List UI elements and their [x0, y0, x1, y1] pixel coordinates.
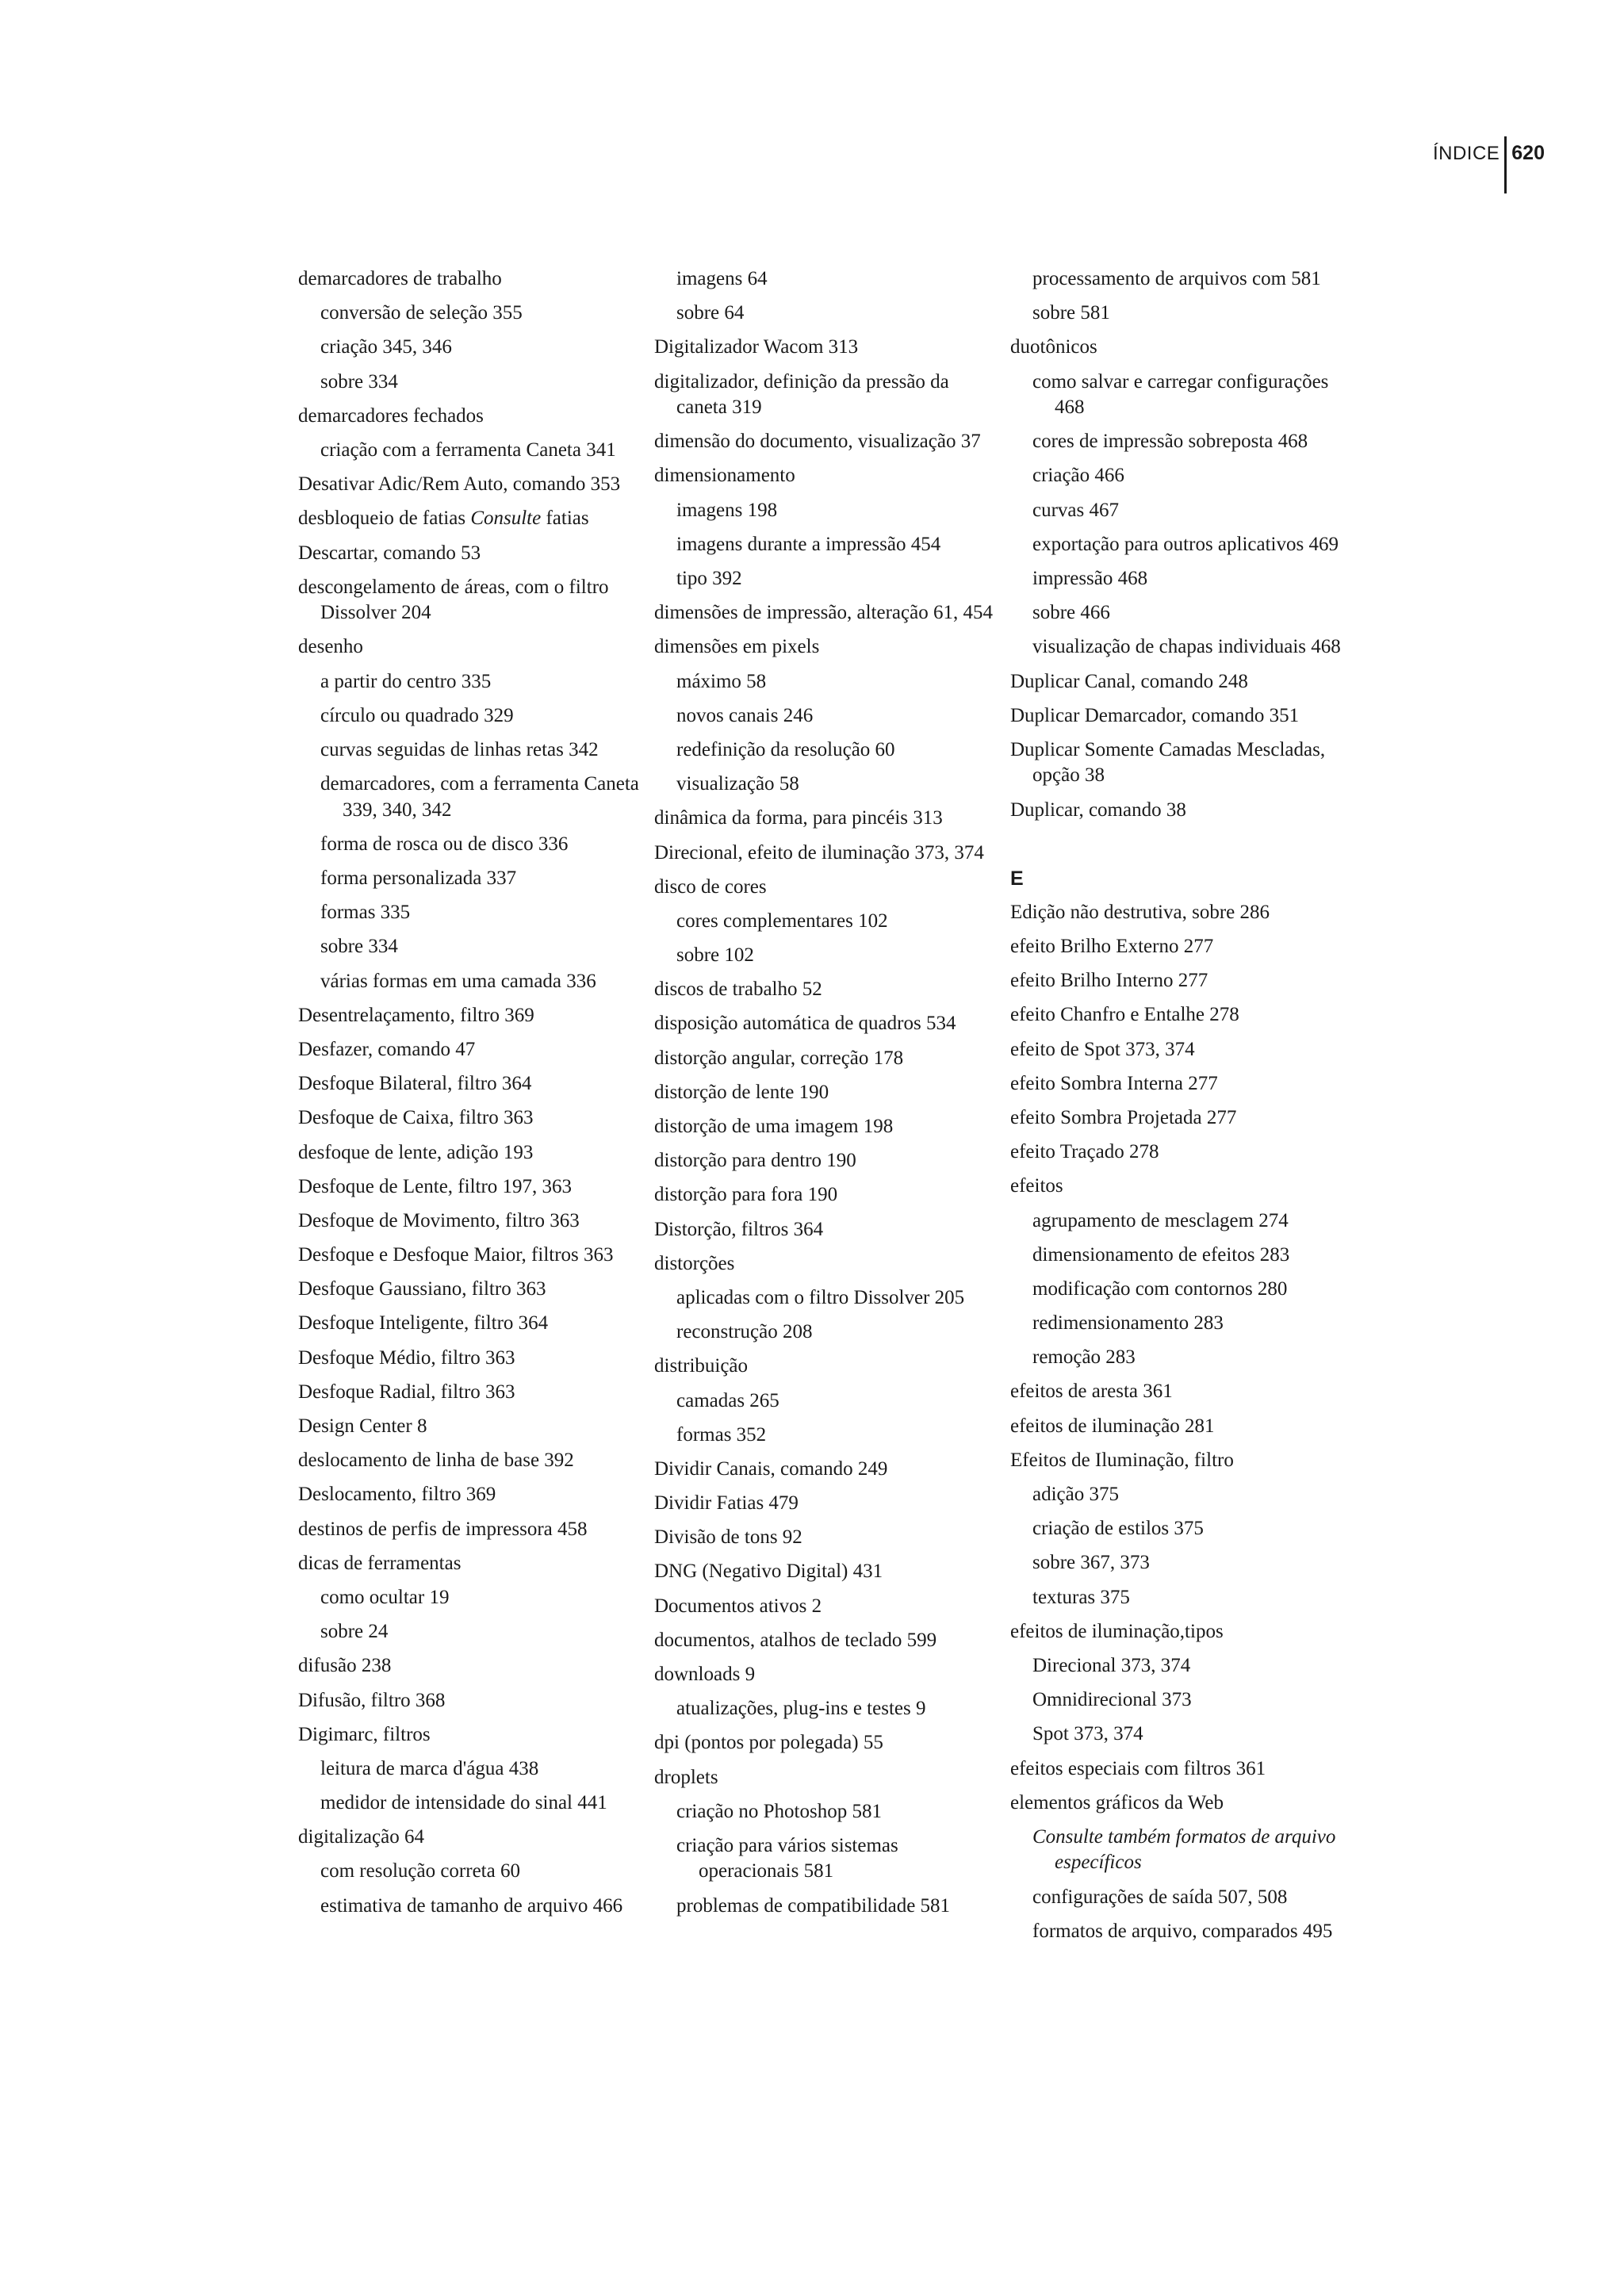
index-entry: discos de trabalho 52	[654, 978, 822, 1001]
index-entry: Desentrelaçamento, filtro 369	[298, 1004, 534, 1026]
page-number: 620	[1511, 142, 1545, 164]
index-entry: duotônicos	[1010, 336, 1097, 358]
index-subentry: sobre 102	[676, 944, 754, 967]
index-subentry: curvas seguidas de linhas retas 342	[320, 738, 599, 760]
index-subentry: atualizações, plug-ins e testes 9	[676, 1698, 926, 1720]
index-entry: Edição não destrutiva, sobre 286	[1010, 901, 1270, 923]
index-subentry: reconstrução 208	[676, 1321, 813, 1343]
index-entry: distorção para fora 190	[654, 1184, 838, 1206]
index-subentry: medidor de intensidade do sinal 441	[320, 1792, 607, 1814]
index-entry: distorção de uma imagem 198	[654, 1116, 894, 1137]
index-entry: Descartar, comando 53	[298, 542, 481, 564]
index-entry: digitalizador, definição da pressão da caneta 319	[654, 370, 949, 419]
index-column-2	[654, 266, 995, 1928]
index-subentry: camadas 265	[676, 1389, 779, 1411]
index-subentry: impressão 468	[1032, 568, 1148, 589]
index-subentry: como salvar e carregar configurações 468	[1032, 370, 1329, 419]
index-subentry: criação para vários sistemas operacionais 581	[676, 1834, 898, 1882]
index-subentry: imagens 64	[676, 268, 768, 289]
index-entry: Documentos ativos 2	[654, 1595, 822, 1617]
index-entry: efeitos de iluminação 281	[1010, 1415, 1215, 1437]
index-entry: Duplicar Demarcador, comando 351	[1010, 704, 1300, 726]
index-entry: Duplicar, comando 38	[1010, 798, 1186, 821]
index-entry: difusão 238	[298, 1655, 392, 1677]
index-entry: distorção para dentro 190	[654, 1150, 856, 1172]
index-entry: Divisão de tons 92	[654, 1526, 802, 1549]
index-subentry: leitura de marca d'água 438	[320, 1757, 539, 1779]
index-subentry: formas 352	[676, 1423, 767, 1446]
index-column-1	[298, 266, 639, 1928]
index-subentry: demarcadores, com a ferramenta Caneta 339, 340, 342	[320, 773, 639, 821]
index-subentry: forma de rosca ou de disco 336	[320, 833, 569, 855]
index-subentry: criação 345, 346	[320, 336, 452, 358]
index-subentry: máximo 58	[676, 670, 767, 692]
index-entry: disco de cores	[654, 875, 767, 898]
index-entry: distorção angular, correção 178	[654, 1047, 904, 1069]
index-entry: Digitalizador Wacom 313	[654, 336, 859, 358]
running-header	[1433, 136, 1545, 197]
index-entry: efeitos	[1010, 1175, 1063, 1197]
index-entry: Desfoque Bilateral, filtro 364	[298, 1073, 532, 1095]
index-subentry: visualização 58	[676, 773, 799, 795]
index-subentry: criação com a ferramenta Caneta 341	[320, 439, 616, 461]
index-entry: Deslocamento, filtro 369	[298, 1484, 496, 1506]
index-entry: Desfoque de Movimento, filtro 363	[298, 1209, 580, 1231]
index-subentry: formas 335	[320, 902, 411, 924]
header-label: ÍNDICE	[1432, 143, 1500, 164]
index-entry: dpi (pontos por polegada) 55	[654, 1732, 883, 1754]
index-subentry: criação no Photoshop 581	[676, 1800, 882, 1822]
index-entry: descongelamento de áreas, com o filtro Dissolver 204	[298, 576, 609, 624]
index-entry: efeito Traçado 278	[1010, 1141, 1159, 1163]
index-subentry: estimativa de tamanho de arquivo 466	[320, 1894, 623, 1917]
index-entry: Design Center 8	[298, 1415, 427, 1437]
index-entry: dimensões em pixels	[654, 636, 820, 658]
index-entry	[298, 506, 639, 532]
index-subentry: processamento de arquivos com 581	[1032, 268, 1321, 289]
index-subentry: como ocultar 19	[320, 1586, 450, 1608]
index-entry: efeito de Spot 373, 374	[1010, 1038, 1195, 1060]
index-subentry: remoção 283	[1032, 1346, 1136, 1369]
index-entry: droplets	[654, 1766, 718, 1788]
index-subentry: tipo 392	[676, 568, 742, 589]
cross-reference-text: Consulte	[470, 507, 542, 530]
index-entry: demarcadores de trabalho	[298, 268, 502, 289]
index-entry: disposição automática de quadros 534	[654, 1013, 956, 1035]
index-entry: efeitos de iluminação,tipos	[1010, 1620, 1224, 1642]
index-subentry: várias formas em uma camada 336	[320, 970, 596, 992]
index-entry: efeito Brilho Interno 277	[1010, 970, 1208, 992]
index-entry: demarcadores fechados	[298, 404, 484, 427]
index-entry: Desfoque Inteligente, filtro 364	[298, 1312, 549, 1335]
index-entry: efeito Sombra Interna 277	[1010, 1072, 1218, 1094]
index-entry: Desfoque de Caixa, filtro 363	[298, 1107, 534, 1129]
index-entry: Duplicar Somente Camadas Mescladas, opção 38	[1010, 738, 1326, 787]
index-subentry: redefinição da resolução 60	[676, 738, 895, 760]
index-entry: distorção de lente 190	[654, 1081, 829, 1103]
index-subentry: conversão de seleção 355	[320, 302, 523, 324]
entry-text-after: fatias	[541, 507, 589, 530]
index-entry: Digimarc, filtros	[298, 1723, 431, 1745]
index-entry: Desfoque Gaussiano, filtro 363	[298, 1278, 546, 1300]
index-entry: dimensões de impressão, alteração 61, 454	[654, 602, 993, 624]
index-subentry: dimensionamento de efeitos 283	[1032, 1243, 1290, 1266]
index-subentry: sobre 367, 373	[1032, 1552, 1150, 1574]
index-subentry: a partir do centro 335	[320, 670, 492, 692]
index-subentry: sobre 24	[320, 1621, 389, 1643]
index-subentry: imagens durante a impressão 454	[676, 533, 941, 555]
index-subentry: criação 466	[1032, 465, 1124, 487]
index-entry: Desfazer, comando 47	[298, 1038, 476, 1060]
index-subentry: Consulte também formatos de arquivo específicos	[1032, 1825, 1336, 1874]
index-entry: Desfoque Médio, filtro 363	[298, 1346, 515, 1369]
index-subentry: problemas de compatibilidade 581	[676, 1894, 951, 1917]
index-subentry: Direcional 373, 374	[1032, 1654, 1191, 1676]
entry-text: desbloqueio de fatias	[298, 507, 471, 530]
index-entry: dicas de ferramentas	[298, 1552, 462, 1574]
index-subentry: agrupamento de mesclagem 274	[1032, 1209, 1289, 1231]
index-entry: desenho	[298, 636, 363, 658]
index-subentry: sobre 466	[1032, 602, 1110, 624]
index-column-3	[1010, 266, 1359, 1953]
index-entry: Desfoque e Desfoque Maior, filtros 363	[298, 1244, 614, 1266]
index-entry: efeito Brilho Externo 277	[1010, 936, 1214, 957]
index-subentry: criação de estilos 375	[1032, 1518, 1204, 1540]
index-entry: destinos de perfis de impressora 458	[298, 1518, 588, 1540]
index-entry: Distorção, filtros 364	[654, 1218, 824, 1240]
index-subentry: curvas 467	[1032, 499, 1119, 521]
index-entry: Desfoque de Lente, filtro 197, 363	[298, 1175, 573, 1197]
index-entry: dimensão do documento, visualização 37	[654, 431, 981, 453]
index-entry: Duplicar Canal, comando 248	[1010, 670, 1248, 692]
index-entry: distribuição	[654, 1355, 749, 1377]
index-subentry: configurações de saída 507, 508	[1032, 1886, 1288, 1908]
index-entry: digitalização 64	[298, 1826, 424, 1848]
index-entry: efeito Chanfro e Entalhe 278	[1010, 1004, 1239, 1026]
index-entry: downloads 9	[654, 1664, 756, 1685]
index-subentry: sobre 64	[676, 302, 745, 324]
index-entry: Dividir Canais, comando 249	[654, 1457, 888, 1480]
index-subentry: modificação com contornos 280	[1032, 1277, 1288, 1300]
index-entry: deslocamento de linha de base 392	[298, 1450, 574, 1472]
index-entry: distorções	[654, 1252, 735, 1274]
index-entry: efeitos especiais com filtros 361	[1010, 1757, 1266, 1779]
index-subentry: cores de impressão sobreposta 468	[1032, 431, 1308, 453]
index-entry: dimensionamento	[654, 465, 795, 487]
index-entry: Efeitos de Iluminação, filtro	[1010, 1449, 1234, 1471]
index-entry: documentos, atalhos de teclado 599	[654, 1629, 937, 1651]
index-entry: efeito Sombra Projetada 277	[1010, 1106, 1237, 1128]
index-subentry: adição 375	[1032, 1484, 1119, 1505]
index-subentry: imagens 198	[676, 499, 778, 521]
section-letter-heading: E	[1010, 867, 1024, 890]
index-entry: DNG (Negativo Digital) 431	[654, 1561, 883, 1583]
index-subentry: círculo ou quadrado 329	[320, 704, 514, 726]
index-subentry: Spot 373, 374	[1032, 1723, 1143, 1745]
index-subentry: exportação para outros aplicativos 469	[1032, 533, 1339, 555]
index-entry: efeitos de aresta 361	[1010, 1381, 1173, 1403]
index-subentry: novos canais 246	[676, 704, 814, 726]
index-subentry: sobre 334	[320, 370, 398, 393]
index-subentry: texturas 375	[1032, 1586, 1130, 1608]
index-entry: Desfoque Radial, filtro 363	[298, 1381, 515, 1403]
index-entry: dinâmica da forma, para pincéis 313	[654, 807, 943, 829]
index-subentry: forma personalizada 337	[320, 867, 517, 889]
index-entry: Desativar Adic/Rem Auto, comando 353	[298, 473, 621, 496]
index-subentry: cores complementares 102	[676, 910, 888, 932]
index-subentry: com resolução correta 60	[320, 1860, 520, 1882]
index-entry: Dividir Fatias 479	[654, 1492, 799, 1515]
index-entry: desfoque de lente, adição 193	[298, 1141, 534, 1163]
index-subentry: aplicadas com o filtro Dissolver 205	[676, 1286, 965, 1308]
index-entry: Difusão, filtro 368	[298, 1689, 446, 1711]
index-subentry: Omnidirecional 373	[1032, 1689, 1192, 1711]
index-subentry: redimensionamento 283	[1032, 1312, 1224, 1335]
index-subentry: sobre 334	[320, 936, 398, 958]
index-entry: Direcional, efeito de iluminação 373, 374	[654, 841, 984, 864]
index-subentry: formatos de arquivo, comparados 495	[1032, 1920, 1333, 1942]
index-entry: elementos gráficos da Web	[1010, 1791, 1224, 1813]
index-subentry: visualização de chapas individuais 468	[1032, 636, 1341, 658]
index-subentry: sobre 581	[1032, 302, 1110, 324]
